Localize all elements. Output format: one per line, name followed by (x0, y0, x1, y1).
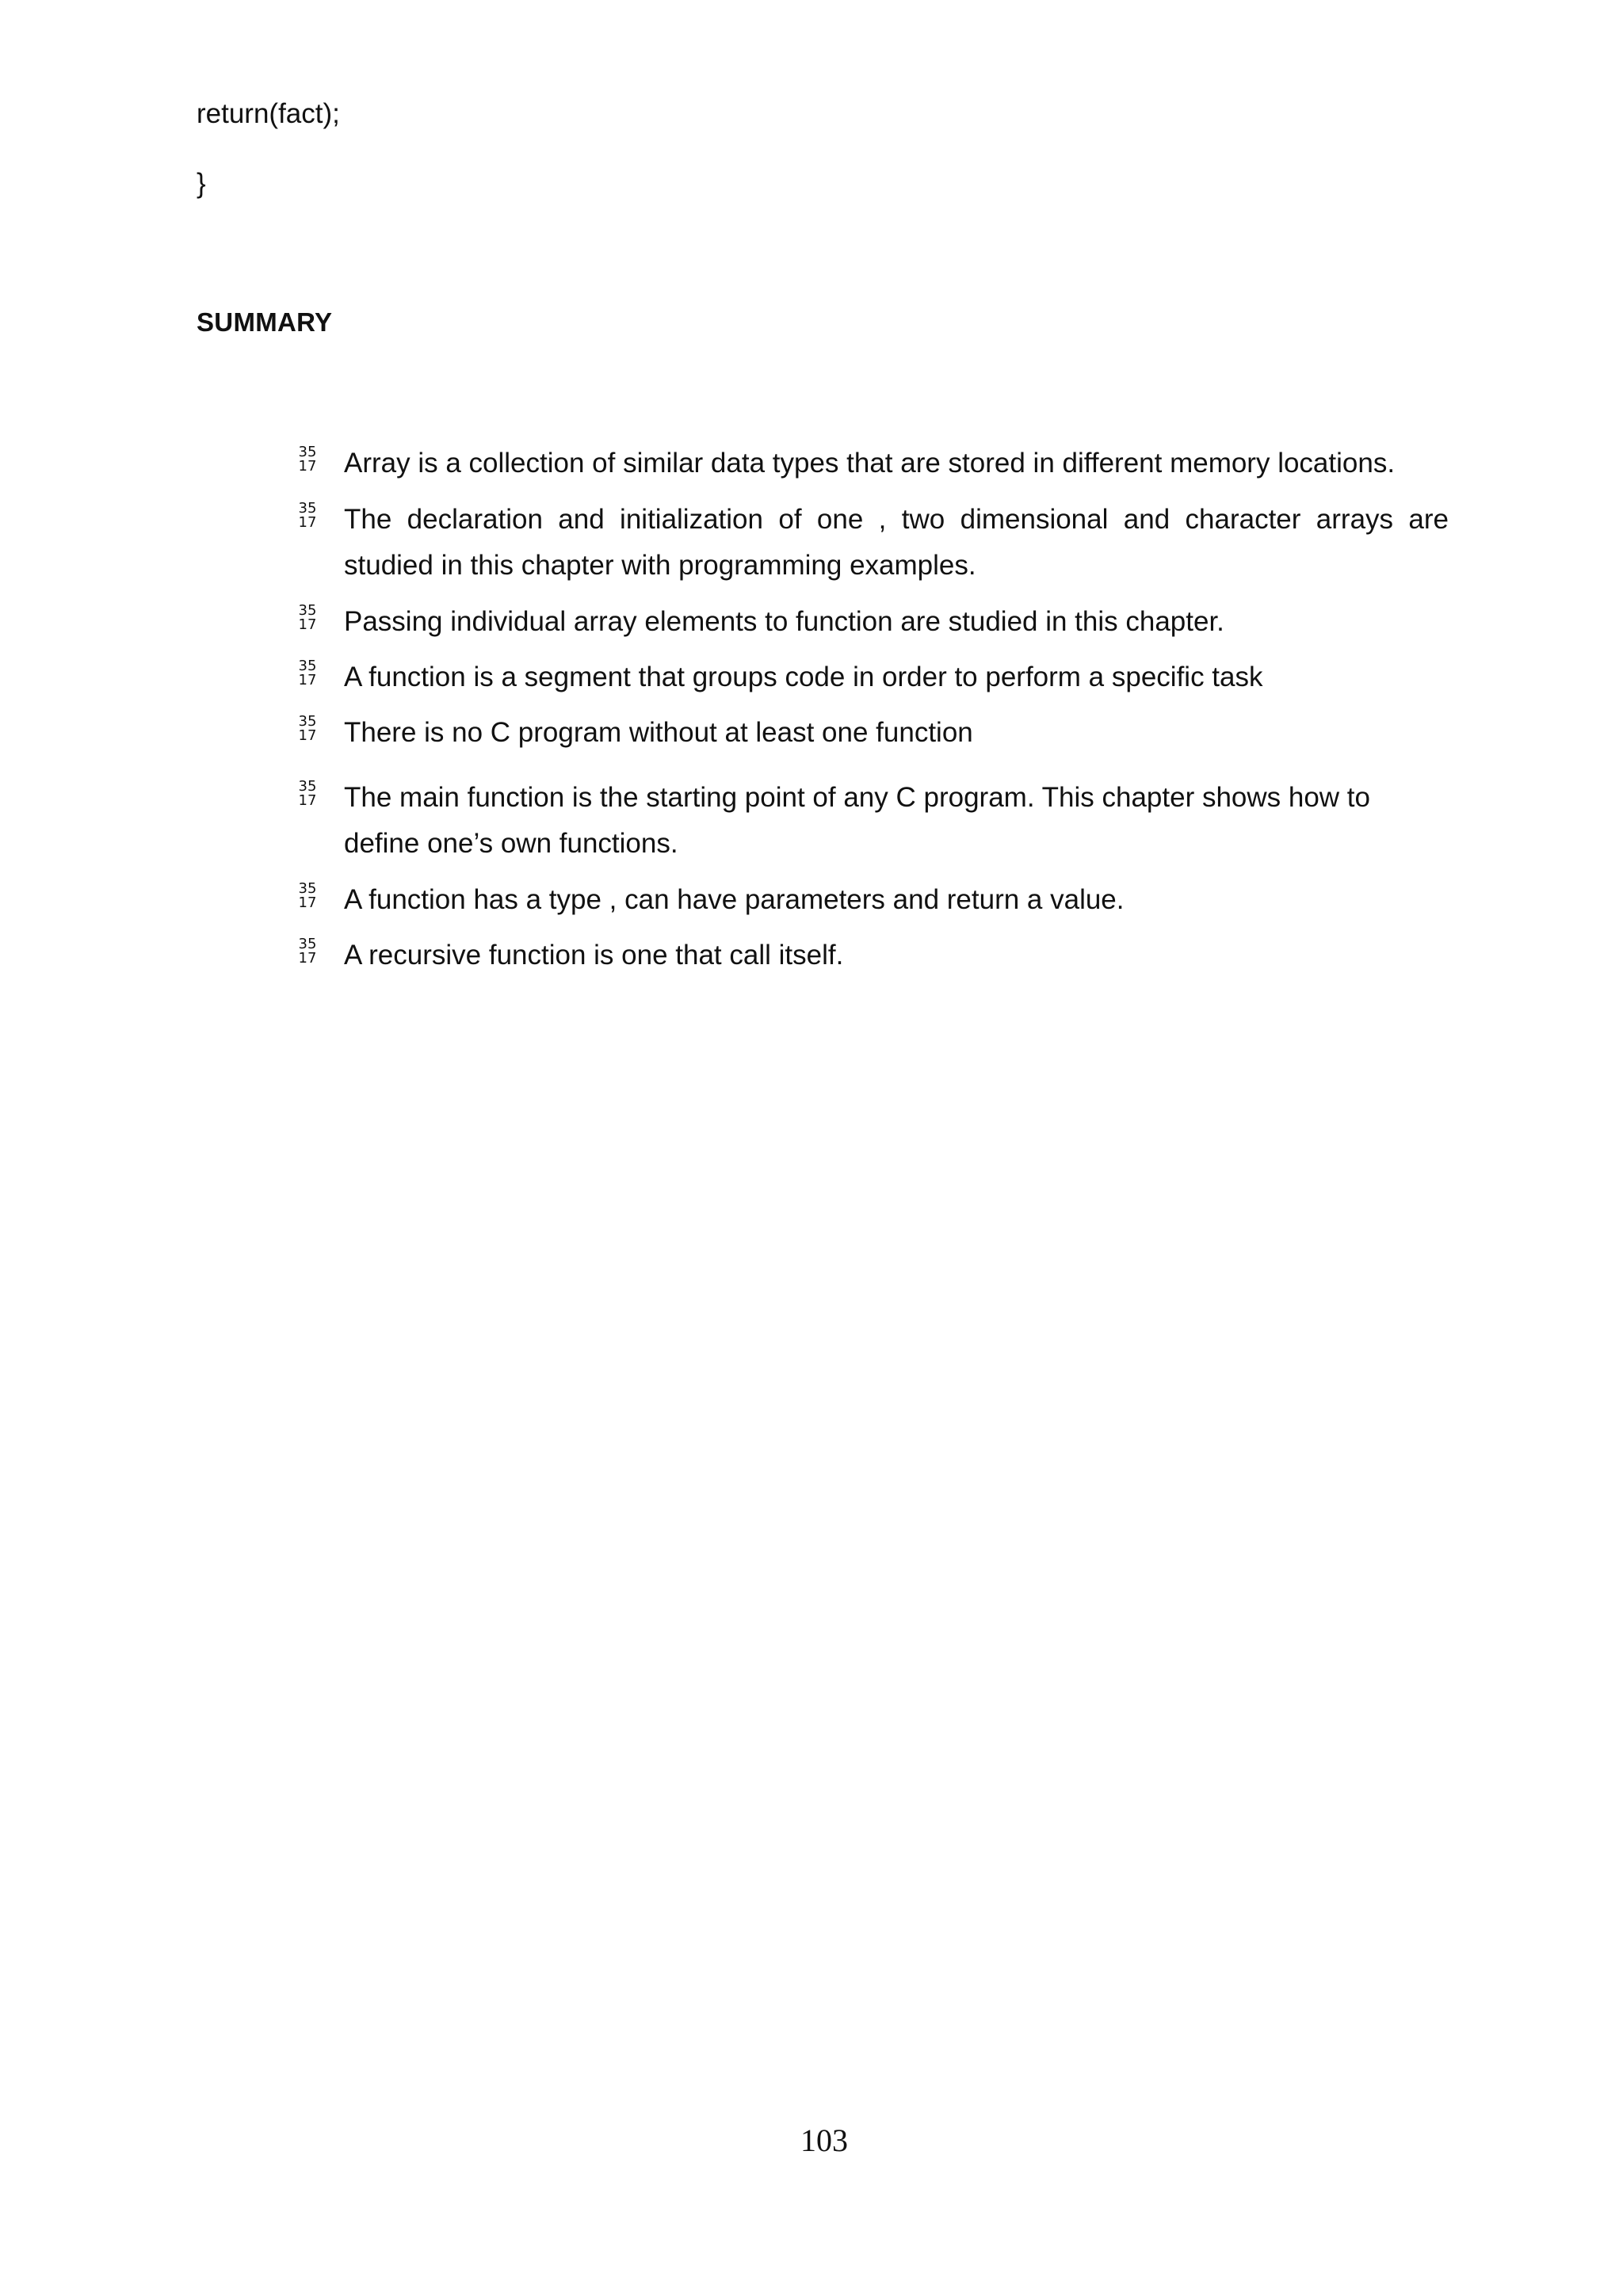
summary-item-text: A recursive function is one that call itself. (344, 940, 844, 971)
summary-item (295, 775, 1449, 867)
summary-item-text: The main function is the starting point of any C program. This chapter shows how to define one’s own functions. (344, 782, 1370, 859)
bullet-marker-icon: 35 17 (298, 713, 317, 744)
page-number: 103 (800, 2122, 848, 2158)
summary-item (295, 877, 1449, 923)
bullet-marker-icon: 35 17 (298, 936, 317, 967)
summary-item-text: A function has a type , can have parameters and return a value. (344, 884, 1125, 915)
summary-list (295, 441, 1449, 988)
bullet-marker-icon: 35 17 (298, 778, 317, 809)
summary-item (295, 599, 1449, 645)
summary-item-text: The declaration and initialization of one , two dimensional and character arrays are studied in this chapter with programming examples. (344, 504, 1449, 581)
summary-item (295, 933, 1449, 978)
summary-item (295, 710, 1449, 756)
summary-item (295, 654, 1449, 700)
summary-item-text: Passing individual array elements to function are studied in this chapter. (344, 606, 1224, 637)
code-line-closing-brace: } (197, 168, 206, 199)
bullet-marker-icon: 35 17 (298, 658, 317, 688)
bullet-marker-icon: 35 17 (298, 880, 317, 911)
summary-item-text: There is no C program without at least one function (344, 717, 973, 748)
summary-item (295, 497, 1449, 589)
bullet-marker-icon: 35 17 (298, 602, 317, 633)
summary-item-text: Array is a collection of similar data types that are stored in different memory locations. (344, 448, 1396, 479)
bullet-marker-icon: 35 17 (298, 500, 317, 531)
code-line-return: return(fact); (197, 98, 340, 129)
summary-item (295, 441, 1449, 486)
summary-heading: SUMMARY (197, 307, 333, 337)
summary-item-text: A function is a segment that groups code in order to perform a specific task (344, 662, 1263, 692)
bullet-marker-icon: 35 17 (298, 444, 317, 475)
